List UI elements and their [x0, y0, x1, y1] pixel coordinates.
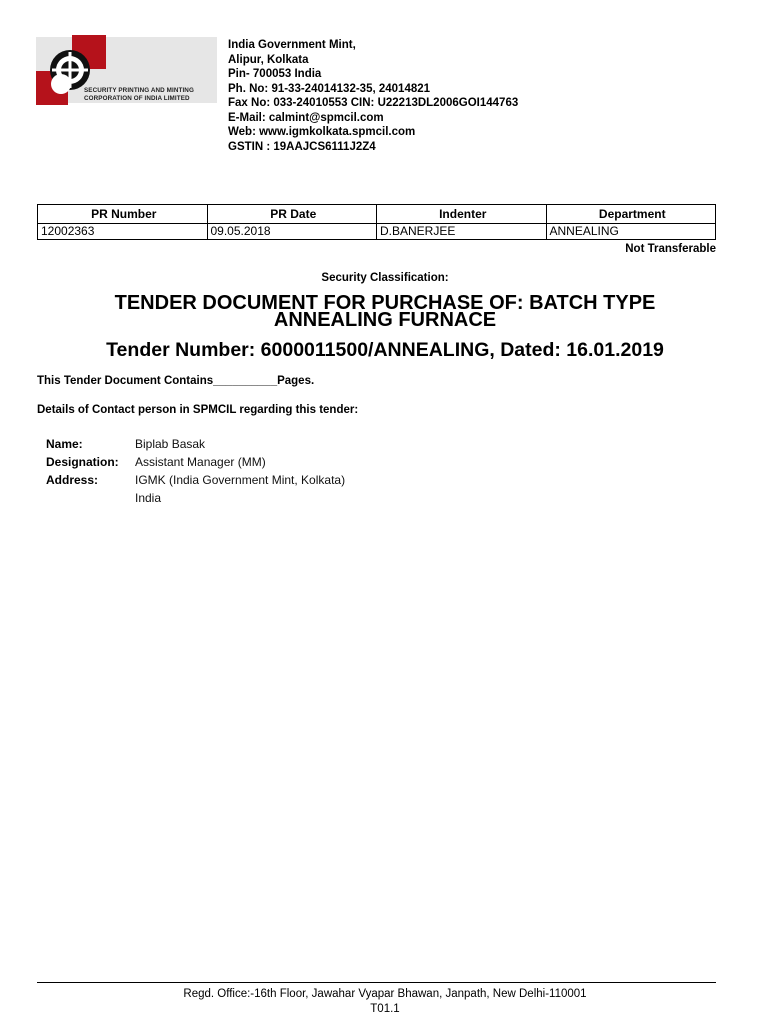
email-line: E-Mail: calmint@spmcil.com — [228, 111, 384, 124]
department-header: Department — [546, 205, 716, 224]
pr-table-header-row — [38, 205, 716, 224]
logo-text-line: CORPORATION OF INDIA LIMITED — [84, 94, 190, 102]
title-line: ANNEALING FURNACE — [273, 309, 497, 331]
logo-text-line: SECURITY PRINTING AND MINTING — [84, 87, 194, 94]
gstin-line: GSTIN : 19AAJCS6111J2Z4 — [228, 140, 376, 153]
indenter-header: Indenter — [377, 205, 547, 224]
address-value-line: India — [135, 491, 162, 505]
phone-line: Ph. No: 91-33-24014132-35, 24014821 — [228, 82, 431, 95]
designation-value: Assistant Manager (MM) — [135, 455, 266, 469]
fax-cin-line: Fax No: 033-24010553 CIN: U22213DL2006GOI144763 — [228, 97, 519, 109]
tender-number-heading: Tender Number: 6000011500/ANNEALING, Dated: 16.01.2019 — [106, 339, 664, 361]
contact-details-heading: Details of Contact person in SPMCIL regarding this tender: — [37, 404, 359, 416]
registered-office-footer: Regd. Office:-16th Floor, Jawahar Vyapar Bhawan, Janpath, New Delhi-110001 — [183, 988, 587, 1000]
name-value: Biplab Basak — [135, 437, 206, 451]
spmcil-logo — [36, 35, 217, 105]
address-line: India Government Mint, — [228, 39, 356, 51]
address-line: Alipur, Kolkata — [228, 53, 309, 66]
contact-person-block — [46, 435, 345, 507]
name-label: Name: — [46, 437, 83, 451]
address-value-line: IGMK (India Government Mint, Kolkata) — [135, 473, 346, 487]
contact-name-row — [46, 435, 345, 453]
logo-text — [84, 87, 194, 102]
footer-divider — [37, 982, 716, 983]
document-title — [0, 292, 770, 331]
not-transferable-label: Not Transferable — [625, 243, 716, 255]
pr-date-header: PR Date — [207, 205, 377, 224]
web-line: Web: www.igmkolkata.spmcil.com — [228, 126, 416, 138]
mint-address-block — [228, 38, 518, 154]
pr-date-cell: 09.05.2018 — [207, 224, 377, 240]
page-count-text: This Tender Document Contains__________Pages. — [37, 375, 315, 387]
address-label: Address: — [46, 473, 99, 487]
pr-number-header: PR Number — [38, 205, 208, 224]
contact-address-row — [46, 471, 345, 507]
indenter-cell: D.BANERJEE — [377, 224, 547, 240]
table-row — [38, 224, 716, 240]
security-classification-label: Security Classification: — [321, 272, 449, 284]
contact-designation-row — [46, 453, 345, 471]
page-id: T01.1 — [370, 1003, 400, 1015]
pr-table — [37, 204, 716, 240]
pr-number-cell: 12002363 — [38, 224, 208, 240]
designation-label: Designation: — [46, 455, 119, 469]
department-cell: ANNEALING — [546, 224, 716, 240]
address-value — [135, 471, 345, 507]
title-line: TENDER DOCUMENT FOR PURCHASE OF: BATCH TYPE — [114, 292, 656, 314]
address-line: Pin- 700053 India — [228, 68, 322, 80]
